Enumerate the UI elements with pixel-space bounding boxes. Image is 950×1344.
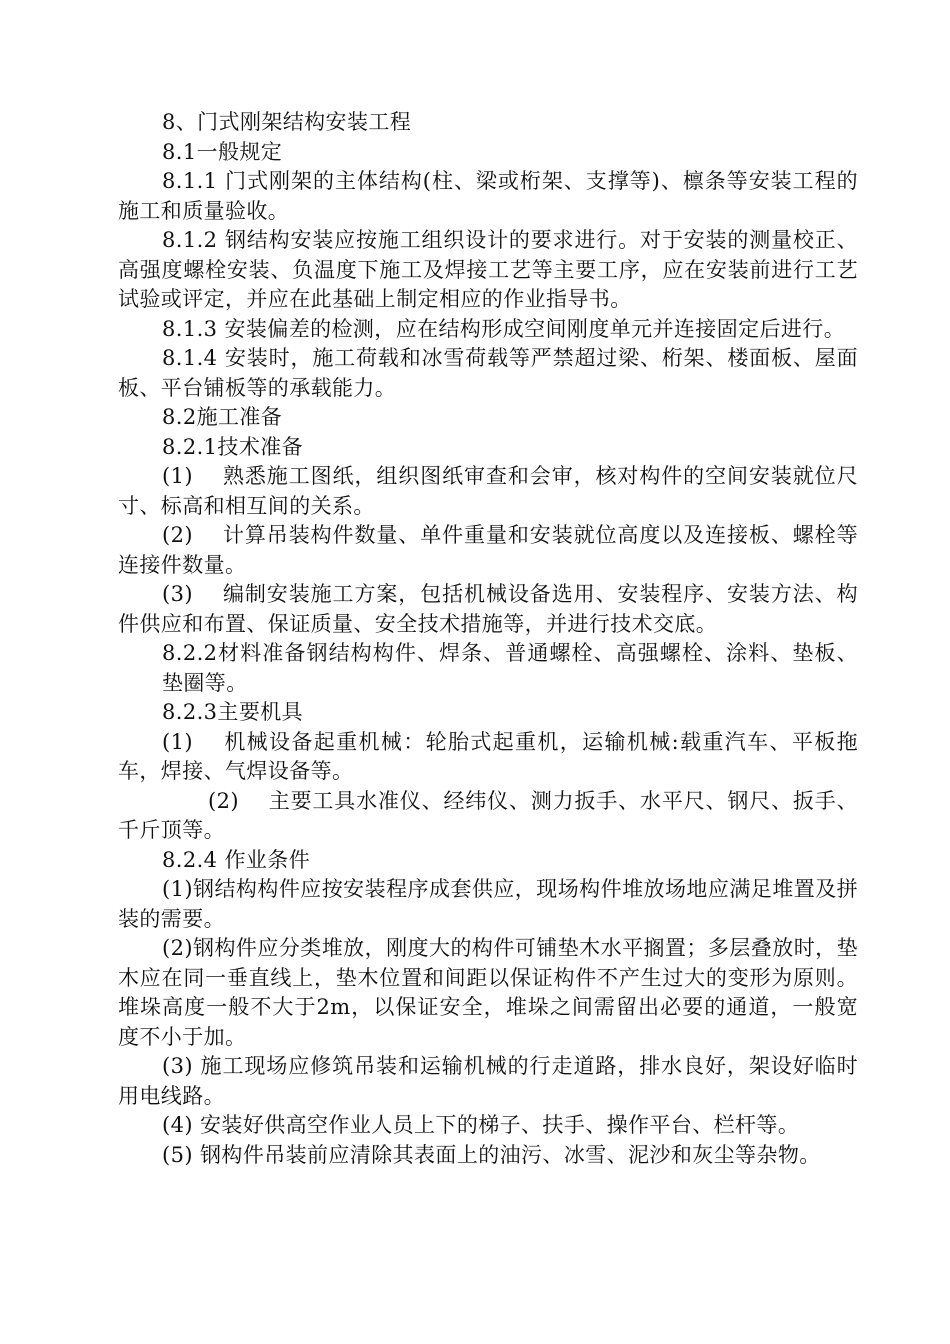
document-body xyxy=(118,108,858,1170)
list-item-8-2-3-2: (2) 主要工具水准仪、经纬仪、测力扳手、水平尺、钢尺、扳手、千斤顶等。 xyxy=(118,788,858,842)
section-heading-8: 8、门式刚架结构安装工程 xyxy=(162,110,412,134)
subsection-heading-8-1: 8.1一般规定 xyxy=(162,139,283,164)
list-item-8-2-4-5: (5) 钢构件吊装前应清除其表面上的油污、冰雪、泥沙和灰尘等杂物。 xyxy=(162,1142,821,1167)
list-item-8-2-1-2: (2) 计算吊装构件数量、单件重量和安装就位高度以及连接板、螺栓等连接件数量。 xyxy=(118,523,858,577)
list-item-8-2-4-2: (2)钢构件应分类堆放，刚度大的构件可铺垫木水平搁置；多层叠放时，垫木应在同一垂直线上，垫木位置和间距以保证构件不产生过大的变形为原则。堆垛高度一般不大于2m，以保证安全，堆垛之间需留出必要的通道，一般宽度不小于加。 xyxy=(118,936,858,1049)
clause-8-1-2: 8.1.2 钢结构安装应按施工组织设计的要求进行。对于安装的测量校正、高强度螺栓安装、负温度下施工及焊接工艺等主要工序，应在安装前进行工艺试验或评定，并应在此基础上制定相应的作业指导书。 xyxy=(118,228,858,311)
clause-8-1-4: 8.1.4 安装时，施工荷载和冰雪荷载等严禁超过梁、桁架、楼面板、屋面板、平台铺板等的承载能力。 xyxy=(118,346,858,400)
clause-8-2-2: 8.2.2材料准备钢结构构件、焊条、普通螺栓、高强螺栓、涂料、垫板、垫圈等。 xyxy=(162,641,858,695)
clause-8-2-3: 8.2.3主要机具 xyxy=(162,700,304,724)
clause-8-2-4: 8.2.4 作业条件 xyxy=(162,847,311,872)
subsection-heading-8-2: 8.2施工准备 xyxy=(162,405,283,429)
list-item-8-2-4-3: (3) 施工现场应修筑吊装和运输机械的行走道路，排水良好，架设好临时用电线路。 xyxy=(118,1054,858,1108)
list-item-8-2-4-4: (4) 安装好供高空作业人员上下的梯子、扶手、操作平台、栏杆等。 xyxy=(162,1113,800,1137)
list-item-8-2-1-1: (1) 熟悉施工图纸，组织图纸审查和会审，核对构件的空间安装就位尺寸、标高和相互间的关系。 xyxy=(118,464,858,518)
list-item-8-2-4-1: (1)钢结构构件应按安装程序成套供应，现场构件堆放场地应满足堆置及拼装的需要。 xyxy=(118,877,858,931)
list-item-8-2-1-3: (3) 编制安装施工方案，包括机械设备选用、安装程序、安装方法、构件供应和布置、保证质量、安全技术措施等，并进行技术交底。 xyxy=(118,582,858,636)
list-item-8-2-3-1: (1) 机械设备起重机械：轮胎式起重机，运输机械:载重汽车、平板拖车，焊接、气焊设备等。 xyxy=(118,729,858,783)
clause-8-1-3: 8.1.3 安装偏差的检测，应在结构形成空间刚度单元并连接固定后进行。 xyxy=(162,316,846,341)
clause-8-2-1: 8.2.1技术准备 xyxy=(162,434,304,459)
clause-8-1-1: 8.1.1 门式刚架的主体结构(柱、梁或桁架、支撑等)、檩条等安装工程的施工和质量验收。 xyxy=(118,169,858,223)
